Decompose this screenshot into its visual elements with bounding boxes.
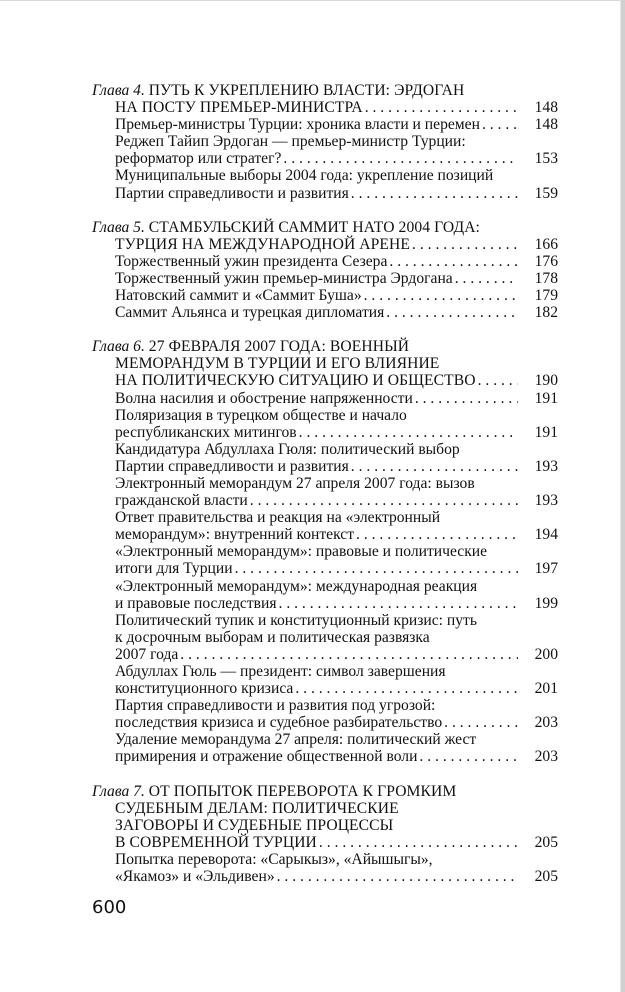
leader-dots	[386, 304, 518, 321]
page-ref: 203	[534, 714, 558, 732]
toc-line	[92, 697, 558, 714]
entry-text: 2007 года	[115, 645, 179, 663]
toc-line	[92, 355, 558, 372]
page-ref: 193	[534, 457, 558, 475]
section-entry[interactable]	[92, 509, 558, 543]
leader-dots	[482, 116, 518, 133]
section-title-line: Реджеп Тайип Эрдоган — премьер-министр Турции:	[115, 133, 466, 151]
toc-line	[92, 167, 558, 184]
toc-line	[92, 851, 558, 868]
chapter-heading[interactable]	[92, 219, 558, 253]
section-title-line: Поляризация в турецком обществе и начало	[115, 406, 407, 424]
leader-dots	[235, 560, 518, 577]
toc-line-last	[92, 236, 558, 253]
toc-line-last	[92, 834, 558, 851]
entry-text: Партии справедливости и развития	[115, 457, 349, 475]
toc-line-last	[92, 595, 558, 612]
chapter-block	[92, 219, 558, 322]
chapter-heading[interactable]	[92, 338, 558, 389]
section-entry[interactable]	[92, 441, 558, 475]
entry-text: Саммит Альянса и турецкая дипломатия	[115, 304, 385, 322]
page-ref: 148	[534, 116, 558, 134]
leader-dots	[351, 185, 518, 202]
entry-text: НА ПОСТУ ПРЕМЬЕР-МИНИСТРА	[115, 99, 363, 117]
page-ref: 197	[534, 560, 558, 578]
section-title-line: Политический тупик и конституционный кризис: путь	[115, 611, 477, 629]
entry-text: и правовые последствия	[115, 594, 277, 612]
toc-line	[92, 338, 558, 355]
section-title-line: Муниципальные выборы 2004 года: укрепление позиций	[115, 167, 494, 185]
chapter-title-line: ОТ ПОПЫТОК ПЕРЕВОРОТА К ГРОМКИМ	[148, 782, 457, 800]
page-ref: 178	[534, 269, 558, 287]
entry-text: Премьер-министры Турции: хроника власти и перемен	[115, 116, 480, 134]
chapter-heading[interactable]	[92, 82, 558, 116]
page-ref: 199	[534, 594, 558, 612]
section-entry[interactable]	[92, 287, 558, 304]
entry-text: Торжественный ужин президента Сезера	[115, 252, 388, 270]
entry-text: Волна насилия и обострение напряженности	[115, 389, 413, 407]
section-entry[interactable]	[92, 304, 558, 321]
section-title-line: Партия справедливости и развития под угрозой:	[115, 697, 436, 715]
section-title-line: Кандидатура Абдуллаха Гюля: политический выбор	[115, 440, 460, 458]
section-entry[interactable]	[92, 407, 558, 441]
chapter-title-line: СТАМБУЛЬСКИЙ САММИТ НАТО 2004 ГОДА:	[148, 218, 480, 236]
page-ref: 148	[534, 99, 558, 117]
section-entry[interactable]	[92, 543, 558, 577]
toc-line-last	[92, 99, 558, 116]
toc-line-last	[92, 526, 558, 543]
leader-dots	[389, 253, 518, 270]
toc-line-last	[92, 492, 558, 509]
chapter-title-line: МЕМОРАНДУМ В ТУРЦИИ И ЕГО ВЛИЯНИЕ	[115, 355, 440, 373]
toc-line-last	[92, 390, 558, 407]
entry-text: реформатор или стратег?	[115, 150, 282, 168]
chapter-label: Глава 4.	[92, 82, 145, 99]
leader-dots	[277, 868, 518, 885]
toc-line	[92, 663, 558, 680]
entry-text: примирения и отражение общественной воли	[115, 748, 418, 766]
entry-text: Торжественный ужин премьер-министра Эрдогана	[115, 269, 453, 287]
toc-line	[92, 82, 558, 99]
toc-line-last	[92, 304, 558, 321]
entry-text: конституционного кризиса	[115, 680, 294, 698]
toc-line-last	[92, 116, 558, 133]
toc-line-last	[92, 372, 558, 389]
toc-line	[92, 441, 558, 458]
leader-dots	[250, 492, 518, 509]
chapter-block	[92, 82, 558, 202]
entry-text: республиканских митингов	[115, 423, 297, 441]
page-ref: 153	[534, 150, 558, 168]
section-title-line: Попытка переворота: «Сарыкыз», «Айышыгы»,	[115, 850, 433, 868]
chapter-title-line: ЗАГОВОРЫ И СУДЕБНЫЕ ПРОЦЕССЫ	[115, 816, 394, 834]
page-edge	[621, 0, 625, 992]
section-entry[interactable]	[92, 731, 558, 765]
page-ref: 166	[534, 235, 558, 253]
toc-line	[92, 407, 558, 424]
leader-dots	[180, 646, 518, 663]
leader-dots	[415, 390, 518, 407]
page-ref: 159	[534, 184, 558, 202]
section-entry[interactable]	[92, 167, 558, 201]
section-entry[interactable]	[92, 133, 558, 167]
chapter-heading[interactable]	[92, 783, 558, 851]
section-title-line: к досрочным выборам и политическая развязка	[115, 628, 430, 646]
section-entry[interactable]	[92, 578, 558, 612]
leader-dots	[444, 714, 518, 731]
section-title-line: Электронный меморандум 27 апреля 2007 года: вызов	[115, 474, 475, 492]
toc-line	[92, 629, 558, 646]
chapter-title-line: СУДЕБНЫМ ДЕЛАМ: ПОЛИТИЧЕСКИЕ	[115, 799, 399, 817]
chapter-label: Глава 5.	[92, 218, 145, 236]
section-title-line: Удаление меморандума 27 апреля: политический жест	[115, 731, 477, 749]
leader-dots	[299, 424, 518, 441]
chapter-title-line: 27 ФЕВРАЛЯ 2007 ГОДА: ВОЕННЫЙ	[148, 338, 410, 356]
page-ref: 200	[534, 645, 558, 663]
leader-dots	[356, 526, 518, 543]
leader-dots	[283, 150, 518, 167]
leader-dots	[365, 99, 518, 116]
entry-text: «Якамоз» и «Эльдивен»	[115, 868, 275, 886]
toc-line-last	[92, 458, 558, 475]
toc-line	[92, 543, 558, 560]
section-title-line: Ответ правительства и реакция на «электронный	[115, 509, 441, 527]
toc-line-last	[92, 646, 558, 663]
page-ref: 190	[534, 372, 558, 390]
toc-line-last	[92, 185, 558, 202]
section-entry[interactable]	[92, 697, 558, 731]
chapter-block	[92, 338, 558, 765]
page-ref: 201	[534, 680, 558, 698]
entry-text: ТУРЦИЯ НА МЕЖДУНАРОДНОЙ АРЕНЕ	[115, 235, 411, 253]
page-ref: 182	[534, 304, 558, 322]
page-ref: 194	[534, 526, 558, 544]
toc-line-last	[92, 680, 558, 697]
leader-dots	[455, 270, 518, 287]
entry-text: меморандум»: внутренний контекст	[115, 526, 355, 544]
section-entry[interactable]	[92, 390, 558, 407]
toc-line	[92, 509, 558, 526]
entry-text: НА ПОЛИТИЧЕСКУЮ СИТУАЦИЮ И ОБЩЕСТВО	[115, 372, 476, 390]
toc-line-last	[92, 270, 558, 287]
chapter-label: Глава 7.	[92, 782, 145, 800]
chapter-block	[92, 783, 558, 886]
toc-line-last	[92, 868, 558, 885]
page-ref: 191	[534, 423, 558, 441]
toc-line	[92, 800, 558, 817]
page-ref: 191	[534, 389, 558, 407]
entry-text: Партии справедливости и развития	[115, 184, 349, 202]
toc-line-last	[92, 748, 558, 765]
toc-line-last	[92, 714, 558, 731]
section-title-line: Абдуллах Гюль — президент: символ завершения	[115, 663, 446, 680]
leader-dots	[295, 680, 518, 697]
page-ref: 203	[534, 748, 558, 766]
leader-dots	[364, 287, 518, 304]
leader-dots	[412, 236, 518, 253]
toc-line	[92, 783, 558, 800]
toc-line	[92, 475, 558, 492]
table-of-contents	[92, 82, 558, 902]
section-entry[interactable]	[92, 116, 558, 133]
section-title-line: «Электронный меморандум»: международная реакция	[115, 577, 478, 595]
toc-line	[92, 133, 558, 150]
page-top-border	[0, 0, 621, 1]
toc-line-last	[92, 424, 558, 441]
entry-text: В СОВРЕМЕННОЙ ТУРЦИИ	[115, 833, 317, 851]
toc-line-last	[92, 287, 558, 304]
toc-line	[92, 612, 558, 629]
toc-line	[92, 578, 558, 595]
toc-line	[92, 731, 558, 748]
page-number: 600	[92, 897, 127, 918]
page-ref: 193	[534, 492, 558, 510]
toc-line-last	[92, 150, 558, 167]
chapter-label: Глава 6.	[92, 338, 145, 356]
page-ref: 179	[534, 287, 558, 305]
section-entry[interactable]	[92, 253, 558, 270]
section-title-line: «Электронный меморандум»: правовые и политические	[115, 543, 488, 561]
entry-text: гражданской власти	[115, 492, 248, 510]
leader-dots	[319, 834, 518, 851]
section-entry[interactable]	[92, 851, 558, 885]
toc-line	[92, 817, 558, 834]
entry-text: итоги для Турции	[115, 560, 233, 578]
entry-text: последствия кризиса и судебное разбирательство	[115, 714, 443, 732]
toc-line-last	[92, 560, 558, 577]
toc-line	[92, 219, 558, 236]
page-ref: 205	[534, 833, 558, 851]
leader-dots	[279, 595, 518, 612]
section-entry[interactable]	[92, 612, 558, 663]
page-ref: 205	[534, 868, 558, 886]
entry-text: Натовский саммит и «Саммит Буша»	[115, 287, 362, 305]
page-ref: 176	[534, 252, 558, 270]
leader-dots	[351, 458, 518, 475]
leader-dots	[478, 372, 518, 389]
section-entry[interactable]	[92, 475, 558, 509]
chapter-title-line: ПУТЬ К УКРЕПЛЕНИЮ ВЛАСТИ: ЭРДОГАН	[148, 82, 465, 99]
toc-line-last	[92, 253, 558, 270]
leader-dots	[419, 748, 518, 765]
section-entry[interactable]	[92, 663, 558, 697]
section-entry[interactable]	[92, 270, 558, 287]
